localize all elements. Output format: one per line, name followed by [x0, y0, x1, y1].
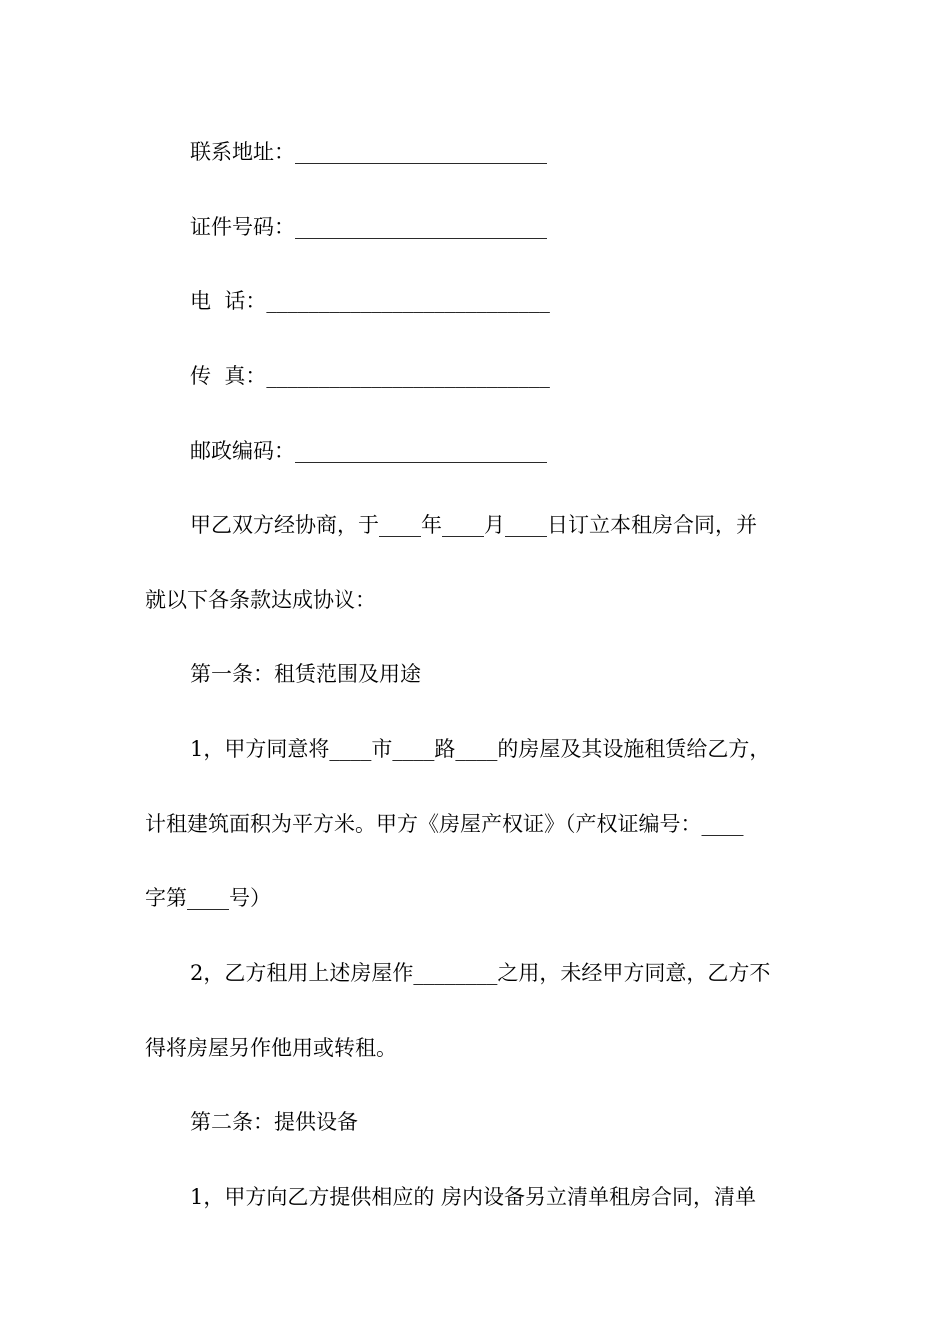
article-2-heading: 第二条：提供设备: [190, 1110, 358, 1134]
article-2-clause-1-line-1: 1，甲方向乙方提供相应的 房内设备另立清单租房合同，清单: [190, 1185, 757, 1209]
article-1-clause-1-line-1: 1，甲方同意将____市____路____的房屋及其设施租赁给乙方，: [190, 737, 771, 761]
fax-line: 传 真：___________________________: [190, 364, 550, 388]
contact-address-line: 联系地址：________________________: [190, 140, 547, 164]
article-1-heading: 第一条：租赁范围及用途: [190, 662, 421, 686]
postal-code-line: 邮政编码：________________________: [190, 439, 547, 463]
id-number-line: 证件号码：________________________: [190, 215, 547, 239]
phone-line: 电 话：___________________________: [190, 289, 550, 313]
paragraph-agreement-line-2: 就以下各条款达成协议：: [145, 588, 376, 612]
article-1-clause-1-line-2: 计租建筑面积为平方米。甲方《房屋产权证》（产权证编号：____: [145, 812, 744, 836]
article-1-clause-1-line-3: 字第____号）: [145, 886, 271, 910]
paragraph-agreement-line-1: 甲乙双方经协商，于____年____月____日订立本租房合同，并: [190, 513, 757, 537]
article-1-clause-2-line-1: 2，乙方租用上述房屋作________之用，未经甲方同意，乙方不: [190, 961, 771, 985]
article-1-clause-2-line-2: 得将房屋另作他用或转租。: [145, 1036, 397, 1060]
